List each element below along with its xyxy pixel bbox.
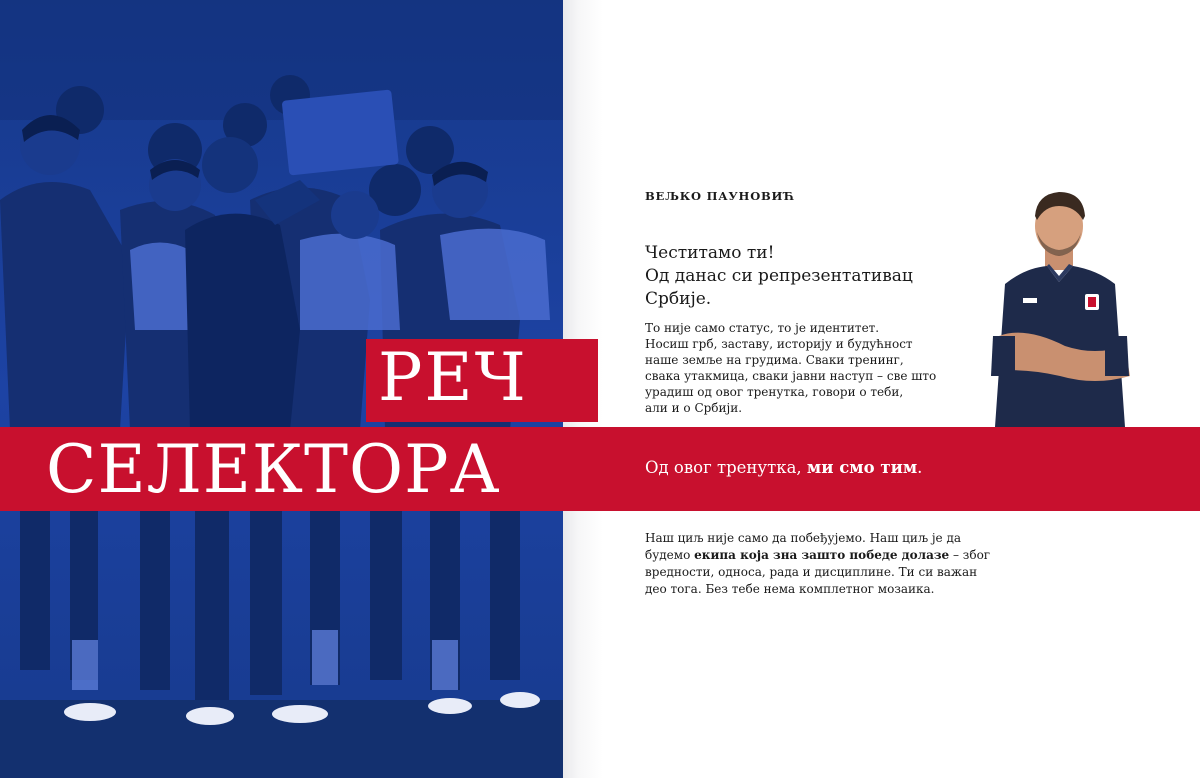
closing-line: Наш циљ није само да побеђујемо. Наш циљ је да bbox=[645, 531, 961, 545]
slogan bbox=[645, 456, 922, 480]
greeting bbox=[645, 242, 985, 311]
closing-line: део тога. Без тебе нема комплетног мозаика. bbox=[645, 582, 935, 596]
coach-figure bbox=[985, 186, 1135, 427]
intro-line: наше земље на грудима. Сваки тренинг, bbox=[645, 353, 904, 367]
slogan-bold: ми смо тим bbox=[806, 458, 918, 477]
heading-line-2: СЕЛЕКТОРА bbox=[46, 431, 501, 508]
intro-paragraph bbox=[645, 320, 985, 416]
intro-line: свака утакмица, сваки јавни наступ – све што bbox=[645, 369, 937, 383]
closing-suffix: – због bbox=[949, 548, 991, 562]
slogan-prefix: Од овог тренутка, bbox=[645, 458, 807, 477]
coach-portrait bbox=[985, 186, 1135, 427]
greeting-line: Од данас си репрезентативац bbox=[645, 266, 913, 286]
closing-bold: екипа која зна зашто победе долазе bbox=[694, 548, 950, 562]
greeting-line: Србије. bbox=[645, 289, 712, 309]
greeting-line: Честитамо ти! bbox=[645, 243, 775, 263]
slogan-suffix: . bbox=[917, 458, 923, 477]
intro-line: То није само статус, то је идентитет. bbox=[645, 321, 880, 335]
closing-prefix: будемо bbox=[645, 548, 695, 562]
closing-line: вредности, односа, рада и дисциплине. Ти си важан bbox=[645, 565, 978, 579]
intro-line: урадиш од овог тренутка, говори о теби, bbox=[645, 385, 904, 399]
intro-line: Носиш грб, заставу, историју и будућност bbox=[645, 337, 913, 351]
closing-line bbox=[645, 547, 1025, 564]
heading-line-1: РЕЧ bbox=[378, 339, 528, 416]
closing-paragraph bbox=[645, 530, 1025, 598]
author-name: ВЕЉКО ПАУНОВИЋ bbox=[645, 189, 796, 203]
intro-line: али и о Србији. bbox=[645, 401, 743, 415]
